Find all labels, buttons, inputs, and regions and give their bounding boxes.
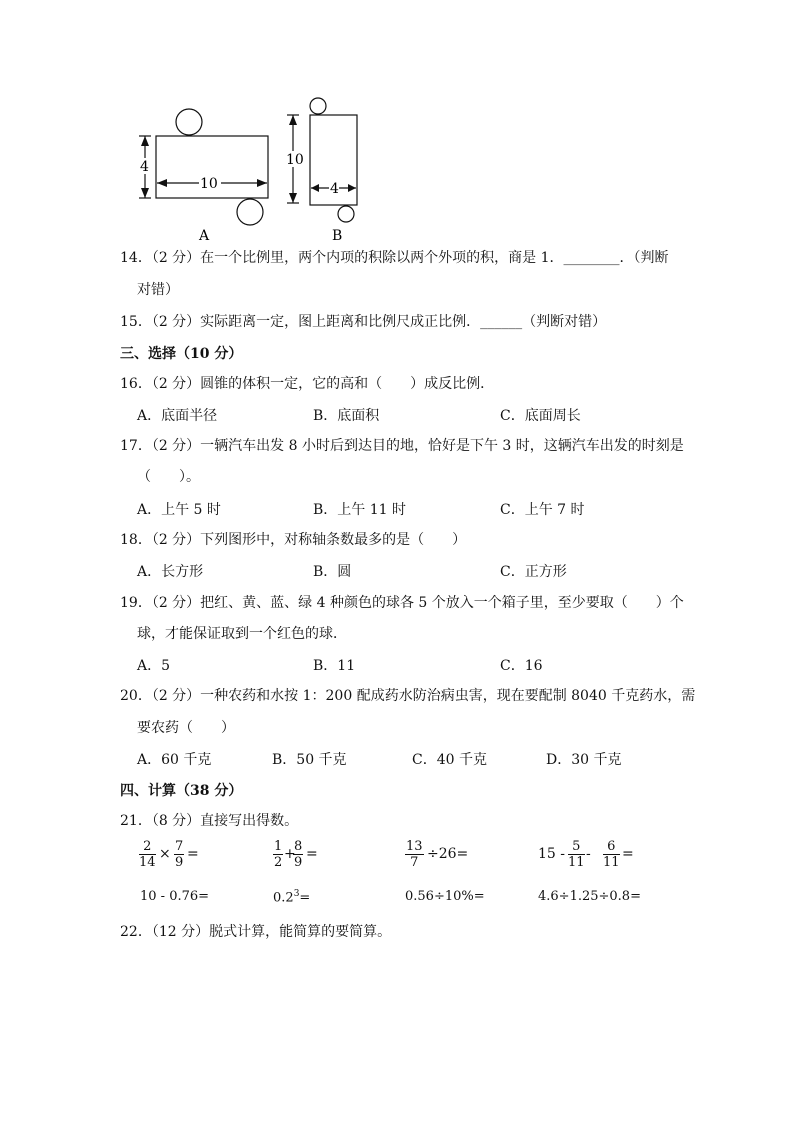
e4-den-1: 11 [568,855,585,870]
q17-option-c[interactable]: C．上午 7 时 [500,502,585,518]
question-17-line2: （ ）。 [137,469,200,485]
e6-equals: = [299,890,311,906]
e3-rest: ÷26= [427,846,469,862]
circle-a-bottom [237,199,263,225]
geometry-figure [130,95,370,245]
e3-den-1: 7 [410,855,419,870]
e3-num-1: 13 [406,839,423,854]
e4-num-1: 5 [568,839,585,855]
circle-a-top [176,109,202,135]
question-14-line1: 14．（2 分）在一个比例里，两个内项的积除以两个外项的积，商是 1．________．（判断 [120,250,669,266]
e4-den-2: 11 [603,855,620,870]
label-b-height: 10 [286,152,304,168]
label-a-width: 10 [200,176,218,192]
circle-b-bottom [338,206,354,222]
question-19-line2: 球，才能保证取到一个红色的球． [137,626,347,642]
section-3-heading: 三、选择（10 分） [120,346,243,362]
e4-prefix: 15 - [538,846,565,862]
q19-option-b[interactable]: B．11 [313,658,356,674]
q19-option-a[interactable]: A．5 [137,658,171,674]
e4-fraction-1 [568,839,585,870]
e1-fraction-1 [139,839,156,870]
question-14-line2: 对错） [137,282,179,298]
e2-den-1: 2 [274,855,283,870]
e4-equals: = [622,846,634,862]
e2-operator: + [284,846,296,862]
e1-den-1: 14 [139,855,156,870]
q16-option-b[interactable]: B．底面积 [313,408,380,424]
e6-exponent: 3 [293,889,300,899]
q20-option-d[interactable]: D．30 千克 [546,752,622,768]
e1-den-2: 9 [175,855,184,870]
e8-expression: 4.6÷1.25÷0.8= [538,889,641,904]
section-4-heading: 四、计算（38 分） [120,783,243,799]
label-b-width: 4 [330,181,339,197]
question-18-line1: 18．（2 分）下列图形中，对称轴条数最多的是（ ） [120,532,467,548]
e4-operator: - [586,846,591,862]
e1-equals: = [187,846,199,862]
q18-option-a[interactable]: A．长方形 [137,564,204,580]
question-19-line1: 19．（2 分）把红、黄、蓝、绿 4 种颜色的球各 5 个放入一个箱子里，至少要取（ ）个 [120,595,684,611]
q20-option-b[interactable]: B．50 千克 [272,752,347,768]
question-15-line1: 15．（2 分）实际距离一定，图上距离和比例尺成正比例．______（判断对错） [120,314,607,330]
e2-fraction-2 [293,839,303,870]
e2-num-2: 8 [294,839,303,854]
q17-option-b[interactable]: B．上午 11 时 [313,502,407,518]
e2-num-1: 1 [274,839,283,854]
e2-equals: = [306,846,318,862]
e1-operator: × [159,846,171,862]
e1-num-2: 7 [175,839,184,854]
e3-fraction-1 [405,839,424,870]
label-a-height: 4 [140,159,149,175]
e4-fraction-2 [603,839,620,870]
question-20-line2: 要农药（ ） [137,720,235,736]
e1-fraction-2 [174,839,184,870]
e2-fraction-1 [273,839,283,870]
q18-option-b[interactable]: B．圆 [313,564,352,580]
q16-option-c[interactable]: C．底面周长 [500,408,581,424]
e1-num-1: 2 [139,839,156,855]
circle-b-top [310,98,326,114]
e4-num-2: 6 [603,839,620,855]
e6-expression [273,889,310,905]
question-17-line1: 17．（2 分）一辆汽车出发 8 小时后到达目的地，恰好是下午 3 时，这辆汽车出发的时刻是 [120,438,684,454]
label-b: B [332,228,343,244]
label-a: A [199,228,210,244]
question-22-line1: 22．（12 分）脱式计算，能简算的要简算。 [120,924,392,940]
e5-expression: 10 - 0.76= [140,889,210,904]
q16-option-a[interactable]: A．底面半径 [137,408,218,424]
q17-option-a[interactable]: A．上午 5 时 [137,502,221,518]
q20-option-c[interactable]: C．40 千克 [412,752,487,768]
q20-option-a[interactable]: A．60 千克 [137,752,212,768]
e2-den-2: 9 [294,855,303,870]
question-21-line1: 21．（8 分）直接写出得数。 [120,813,299,829]
e7-expression: 0.56÷10%= [405,889,485,904]
e6-base: 0.2 [273,890,294,906]
q19-option-c[interactable]: C．16 [500,658,543,674]
question-20-line1: 20．（2 分）一种农药和水按 1：200 配成药水防治病虫害，现在要配制 8040 千克药水，需 [120,688,696,704]
question-16-line1: 16．（2 分）圆锥的体积一定，它的高和（ ）成反比例． [120,376,495,392]
q18-option-c[interactable]: C．正方形 [500,564,567,580]
